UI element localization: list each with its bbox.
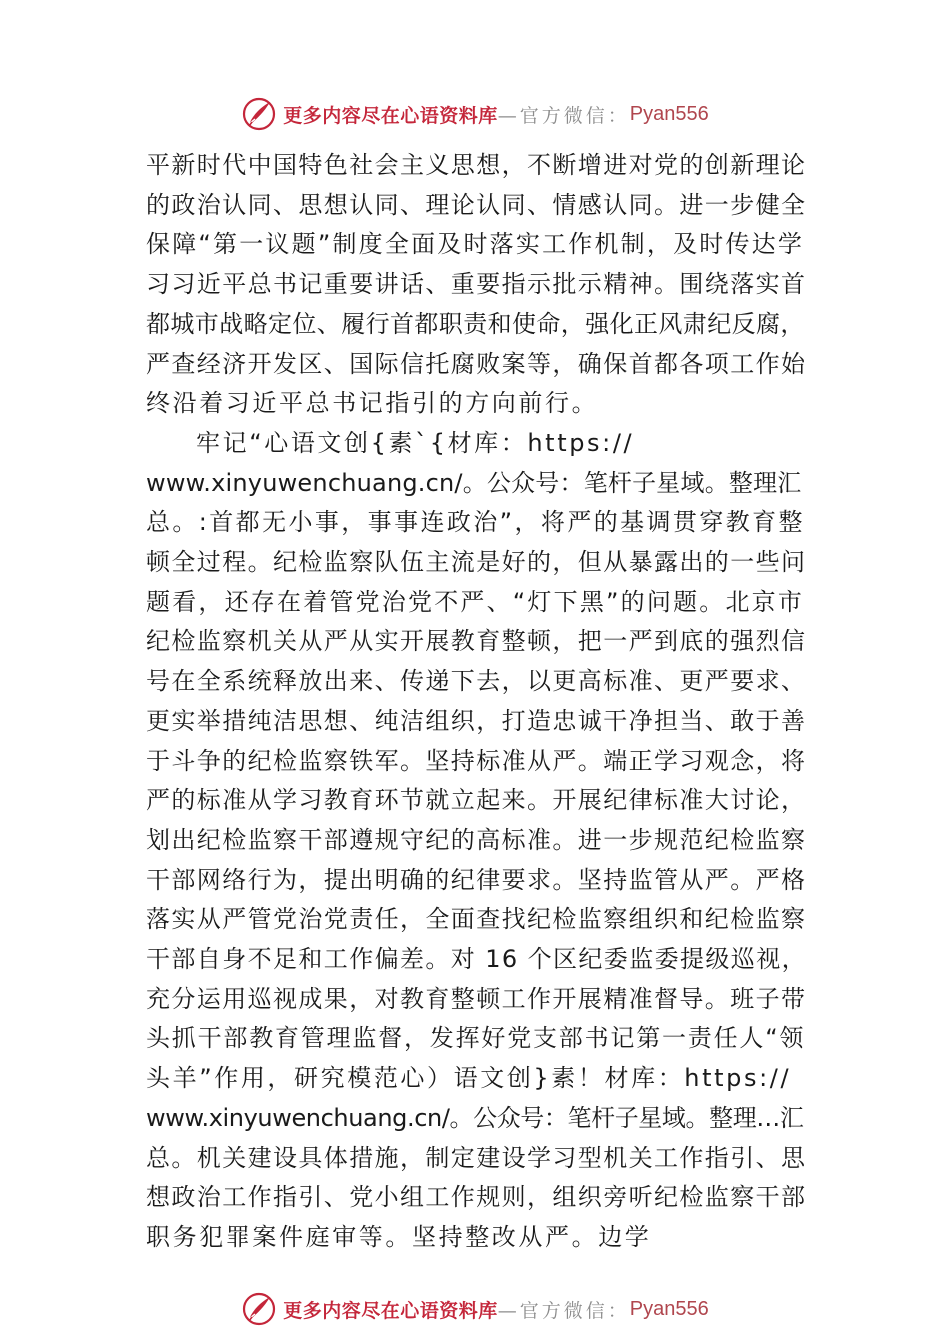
- text-line: 的政治认同、思想认同、理论认同、情感认同。进一步健全: [146, 190, 807, 219]
- text-line: 号在全系统释放出来、传递下去，以更高标准、更严要求、: [146, 667, 807, 696]
- text-line: 干部网络行为，提出明确的纪律要求。坚持监管从严。严格: [146, 865, 807, 894]
- text-line: 总。:首都无小事，事事连政治”，将严的基调贯穿教育整: [146, 508, 805, 537]
- text-line: 纪检监察机关从严从实开展教育整顿，把一严到底的强烈信: [146, 627, 807, 656]
- text-line: www.xinyuwenchuang.cn/。公众号：笔杆子星域。整理…汇: [146, 1103, 804, 1132]
- text-line: 更实举措纯洁思想、纯洁组织，打造忠诚干净担当、敢于善: [146, 706, 807, 735]
- paragraph-2: [146, 424, 808, 1258]
- text-line: www.xinyuwenchuang.cn/。公众号：笔杆子星域。整理汇: [146, 468, 802, 497]
- footer-wechat-label: —官方微信：: [497, 1299, 630, 1322]
- header-wechat-id: Pyan556: [629, 102, 709, 125]
- text-line: 都城市战略定位、履行首都职责和使命，强化正风肃纪反腐，: [146, 309, 805, 338]
- footer-wechat-id: Pyan556: [629, 1297, 709, 1320]
- text-line: 总。机关建设具体措施，制定建设学习型机关工作指引、思: [146, 1143, 807, 1172]
- paragraph-1: [146, 146, 808, 424]
- text-line: 职务犯罪案件庭审等。坚持整改从严。边学: [146, 1222, 652, 1251]
- text-line: 落实从严管党治党责任，全面查找纪检监察组织和纪检监察: [146, 905, 807, 934]
- text-line: 干部自身不足和工作偏差。对 16 个区纪委监委提级巡视，: [146, 945, 807, 974]
- text-line: 严的标准从学习教育环节就立起来。开展纪律标准大讨论，: [146, 786, 807, 815]
- text-line: 顿全过程。纪检监察队伍主流是好的，但从暴露出的一些问: [146, 548, 807, 577]
- text-line: 头羊”作用，研究模范心）语文创}素！材库：https://: [146, 1064, 792, 1093]
- quill-logo-icon: [241, 1291, 277, 1327]
- document-body: [146, 146, 808, 1258]
- text-line: 题看，还存在着管党治党不严、“灯下黑”的问题。北京市: [146, 587, 805, 616]
- header-library-text: 更多内容尽在心语资料库: [283, 104, 498, 127]
- text-line: 习习近平总书记重要讲话、重要指示批示精神。围绕落实首: [146, 270, 807, 299]
- text-line: 严查经济开发区、国际信托腐败案等，确保首都各项工作始: [146, 349, 807, 378]
- text-line: 终沿着习近平总书记指引的方向前行。: [146, 389, 599, 418]
- text-line: 划出纪检监察干部遵规守纪的高标准。进一步规范纪检监察: [146, 825, 807, 854]
- text-line: 充分运用巡视成果，对教育整顿工作开展精准督导。班子带: [146, 984, 807, 1013]
- header-wechat-label: —官方微信：: [497, 104, 630, 127]
- quill-logo-icon: [241, 96, 277, 132]
- header-banner: [0, 92, 950, 136]
- text-line: 牢记“心语文创{素`{材库：https://: [196, 428, 635, 457]
- text-line: 平新时代中国特色社会主义思想，不断增进对党的创新理论: [146, 151, 807, 179]
- footer-banner: [0, 1287, 950, 1331]
- text-line: 保障“第一议题”制度全面及时落实工作机制，及时传达学: [146, 230, 805, 259]
- text-line: 于斗争的纪检监察铁军。坚持标准从严。端正学习观念，将: [146, 746, 807, 775]
- text-line: 头抓干部教育管理监督，发挥好党支部书记第一责任人“领: [146, 1024, 806, 1053]
- footer-library-text: 更多内容尽在心语资料库: [283, 1299, 498, 1322]
- text-line: 想政治工作指引、党小组工作规则，组织旁听纪检监察干部: [146, 1183, 807, 1212]
